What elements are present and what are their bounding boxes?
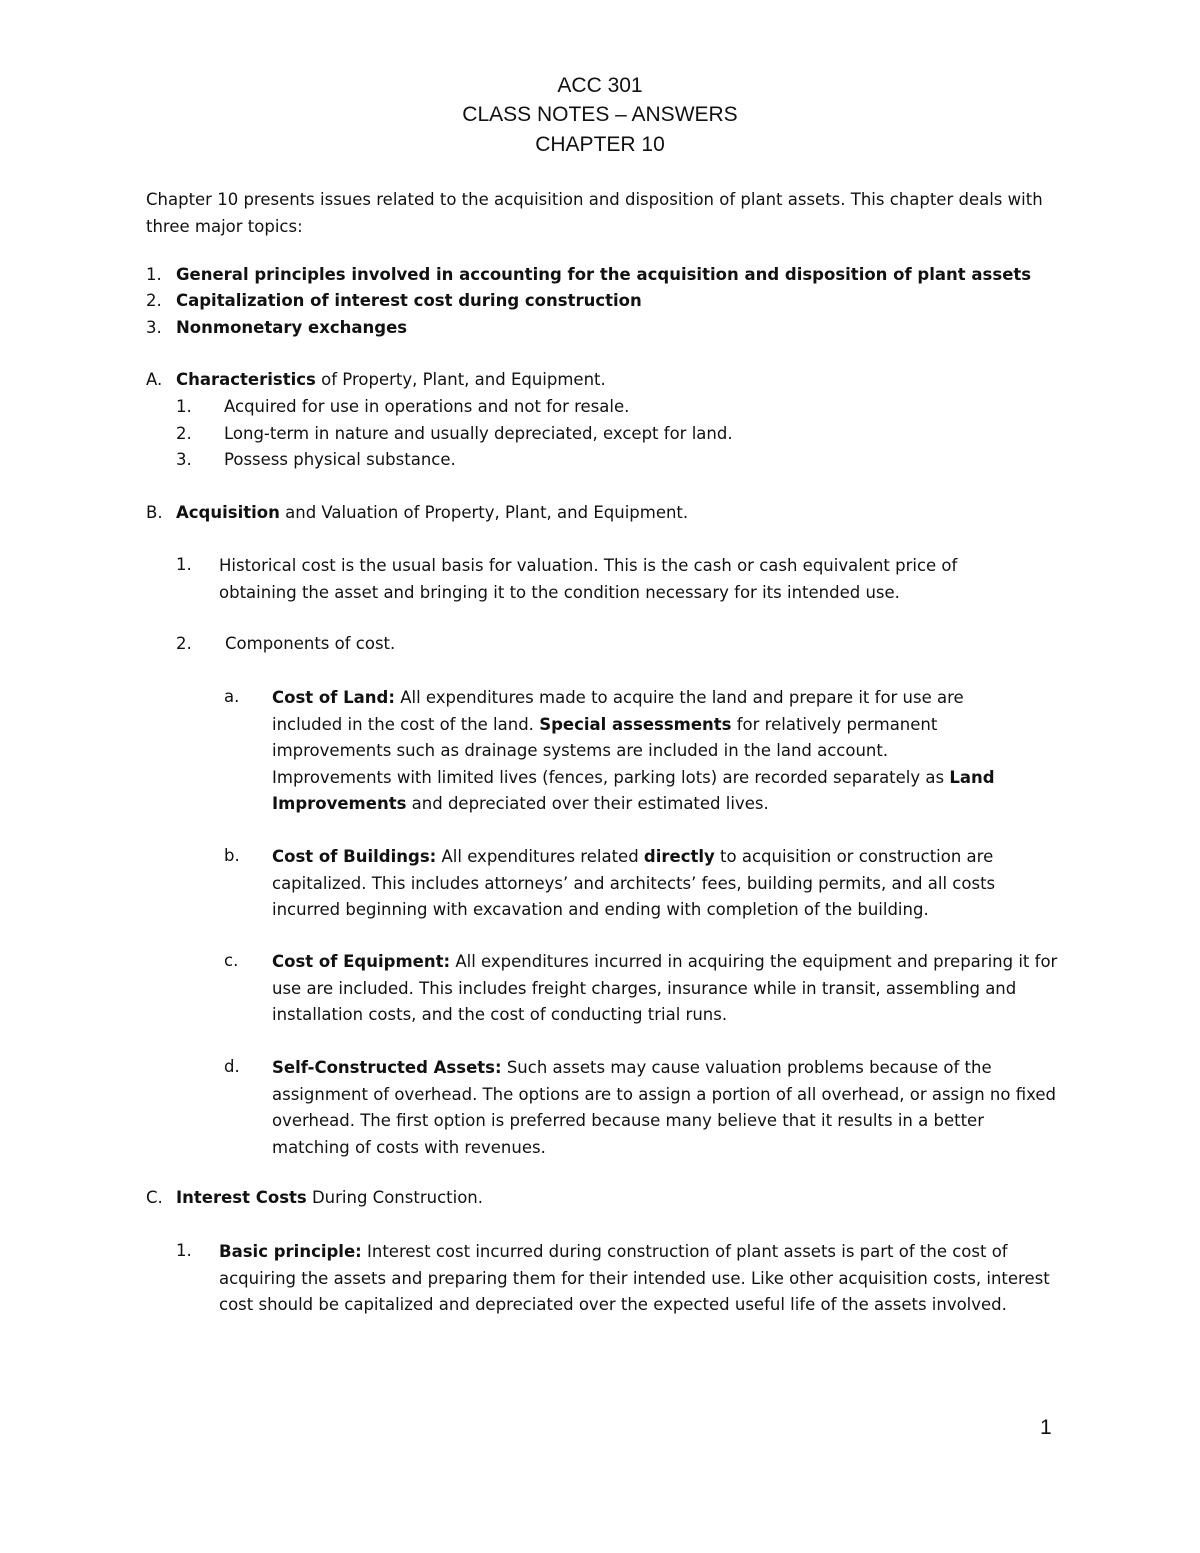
section-heading-rest: During Construction. (306, 1188, 483, 1207)
section-heading-rest: of Property, Plant, and Equipment. (315, 370, 606, 389)
section-heading (176, 503, 688, 522)
item-text: Interest cost incurred during construction of plant assets is part of the cost of acquiring the assets and preparing them for their intended use. Like other acquisition costs, interest cost should be capitalized and depreciated over the expected useful life of the assets involved. (219, 1242, 1050, 1314)
subitem-text: All expenditures incurred in acquiring the equipment and preparing it for use are included. This includes freight charges, insurance while in transit, assembling and installation costs, and the cost of conducting trial runs. (272, 952, 1058, 1024)
course-title: ACC 301 (557, 74, 643, 97)
item-number: 2. (176, 424, 192, 443)
item-text: Possess physical substance. (224, 450, 456, 469)
item-number: 2. (176, 634, 192, 653)
topic-number: 2. (146, 291, 162, 310)
subitem-bold-term: Special assessments (539, 714, 732, 734)
subitem-text: All expenditures related (436, 847, 644, 866)
section-heading-bold: Acquisition (176, 503, 280, 522)
subitem-letter: a. (224, 687, 240, 706)
subitem-heading: Cost of Equipment: (272, 952, 451, 971)
section-heading (176, 370, 606, 389)
subitem-self-constructed-assets (272, 1055, 1062, 1161)
section-letter: A. (146, 370, 163, 389)
item-number: 1. (176, 1241, 192, 1260)
section-heading-bold: Interest Costs (176, 1188, 307, 1207)
subitem-letter: d. (224, 1057, 240, 1076)
subitem-text: All expenditures made to acquire the land and prepare it for use are included in the cost of the land. (272, 688, 964, 734)
section-heading-bold: Characteristics (176, 370, 316, 389)
subitem-heading: Self-Constructed Assets: (272, 1058, 502, 1077)
page-number: 1 (1040, 1416, 1052, 1439)
item-heading: Basic principle: (219, 1242, 362, 1261)
subitem-heading: Cost of Buildings: (272, 847, 437, 866)
subitem-text: Such assets may cause valuation problems because of the assignment of overhead. The options are to assign a portion of all overhead, or assign no fixed overhead. The first option is preferred because many believe that it results in a better matching of costs with revenues. (272, 1058, 1056, 1157)
subitem-cost-of-land (272, 685, 1002, 818)
item-number: 1. (176, 397, 192, 416)
topic-number: 1. (146, 265, 162, 284)
subitem-text: for relatively permanent improvements such as drainage systems are included in the land account. Improvements with limited lives (fences, parking lots) are recorded separately as (272, 714, 950, 787)
intro-paragraph: Chapter 10 presents issues related to the acquisition and disposition of plant assets. This chapter deals with three major topics: (146, 190, 1043, 236)
section-heading-rest: and Valuation of Property, Plant, and Equipment. (279, 503, 689, 522)
item-text: Long-term in nature and usually depreciated, except for land. (224, 424, 733, 443)
section-letter: C. (146, 1188, 163, 1207)
subitem-text: to acquisition or construction are capitalized. This includes attorneys’ and architects’ fees, building permits, and all costs incurred beginning with excavation and ending with completion of the building. (272, 847, 996, 919)
subitem-cost-of-buildings (272, 844, 1052, 924)
section-letter: B. (146, 503, 163, 522)
item-text: Historical cost is the usual basis for valuation. This is the cash or cash equivalent price of obtaining the asset and bringing it to the condition necessary for its intended use. (219, 556, 958, 602)
subitem-letter: b. (224, 846, 240, 865)
subitem-cost-of-equipment (272, 949, 1062, 1029)
topic-text: Nonmonetary exchanges (176, 318, 408, 337)
notes-title: CLASS NOTES – ANSWERS (462, 103, 738, 126)
subitem-heading: Cost of Land: (272, 688, 395, 707)
item-basic-principle (219, 1239, 1059, 1319)
chapter-title: CHAPTER 10 (535, 133, 665, 156)
subitem-bold-term: directly (643, 847, 715, 866)
item-text: Acquired for use in operations and not for resale. (224, 397, 630, 416)
section-heading (176, 1188, 483, 1207)
subitem-bold-term: Land Improvements (272, 767, 995, 813)
topic-number: 3. (146, 318, 162, 337)
topic-text: Capitalization of interest cost during construction (176, 291, 642, 310)
item-number: 1. (176, 555, 192, 574)
topic-text: General principles involved in accounting for the acquisition and disposition of plant assets (176, 265, 1032, 284)
subitem-text: and depreciated over their estimated lives. (406, 794, 769, 813)
item-text: Components of cost. (225, 634, 396, 653)
subitem-letter: c. (224, 951, 239, 970)
item-number: 3. (176, 450, 192, 469)
